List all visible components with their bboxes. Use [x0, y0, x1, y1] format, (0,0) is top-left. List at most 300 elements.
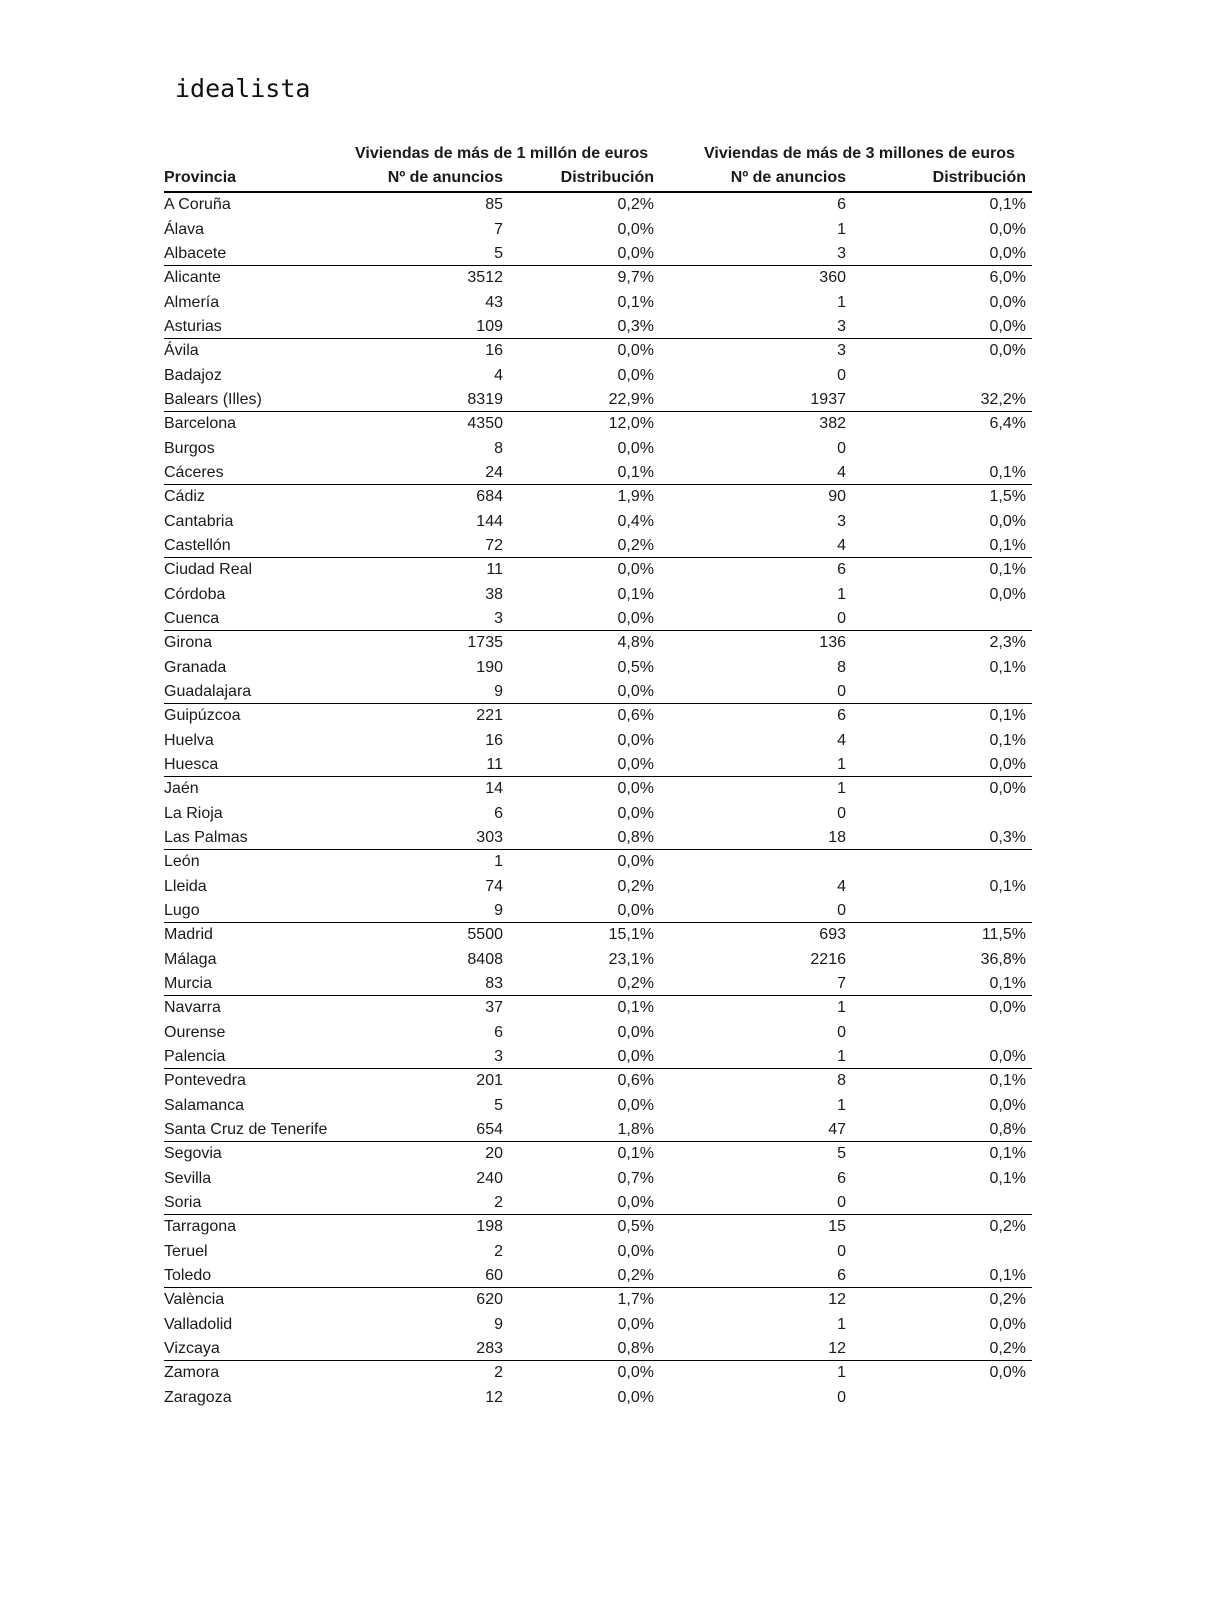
table-row — [164, 218, 1032, 243]
distribucion-3m: 0,1% — [989, 731, 1026, 749]
province-name: Salamanca — [164, 1096, 245, 1114]
anuncios-3m: 1 — [837, 1096, 846, 1114]
table-row — [164, 631, 1032, 656]
distribucion-1m: 0,0% — [617, 1315, 654, 1333]
distribucion-3m: 0,1% — [989, 1145, 1026, 1162]
anuncios-1m: 190 — [476, 658, 503, 676]
anuncios-1m: 283 — [476, 1340, 503, 1357]
anuncios-1m: 2 — [494, 1242, 503, 1260]
anuncios-1m: 3512 — [467, 269, 503, 286]
table-row — [164, 339, 1032, 364]
distribucion-1m: 22,9% — [608, 391, 654, 408]
distribucion-3m: 0,0% — [989, 245, 1026, 262]
distribucion-3m: 0,1% — [989, 196, 1026, 213]
distribucion-1m: 0,2% — [617, 1267, 654, 1284]
distribucion-1m: 1,8% — [617, 1121, 654, 1138]
table-row — [164, 1142, 1032, 1167]
table-row — [164, 242, 1032, 266]
distribucion-1m: 1,9% — [617, 488, 654, 505]
anuncios-3m: 693 — [819, 926, 846, 943]
distribucion-3m: 6,4% — [989, 415, 1026, 432]
anuncios-1m: 8 — [494, 439, 503, 457]
table-body — [164, 193, 1032, 1410]
anuncios-3m: 0 — [837, 902, 846, 919]
province-name: Segovia — [164, 1145, 222, 1162]
distribucion-1m: 0,1% — [617, 585, 654, 603]
distribucion-1m: 12,0% — [608, 415, 654, 432]
anuncios-1m: 60 — [485, 1267, 503, 1284]
distribucion-1m: 0,0% — [617, 1048, 654, 1065]
distribucion-1m: 0,5% — [617, 658, 654, 676]
table-row — [164, 437, 1032, 462]
table-row — [164, 388, 1032, 412]
anuncios-1m: 6 — [494, 1023, 503, 1041]
anuncios-3m: 3 — [837, 318, 846, 335]
distribucion-1m: 9,7% — [617, 269, 654, 286]
anuncios-1m: 198 — [476, 1218, 503, 1235]
distribucion-3m: 0,1% — [989, 975, 1026, 992]
group-header-3m: Viviendas de más de 3 millones de euros — [704, 145, 1015, 162]
header-distribucion-3m: Distribución — [932, 169, 1026, 186]
province-name: Zamora — [164, 1364, 220, 1381]
distribucion-1m: 0,6% — [617, 1072, 654, 1089]
anuncios-1m: 11 — [486, 756, 503, 773]
province-name: Navarra — [164, 999, 221, 1016]
province-name: Tarragona — [164, 1218, 237, 1235]
distribucion-1m: 0,0% — [617, 610, 654, 627]
distribucion-3m: 1,5% — [989, 488, 1026, 505]
distribucion-3m: 0,8% — [989, 1121, 1026, 1138]
distribucion-3m: 0,0% — [989, 585, 1026, 603]
distribucion-3m: 0,0% — [989, 999, 1026, 1016]
province-name: Barcelona — [164, 415, 237, 432]
anuncios-1m: 9 — [494, 902, 503, 919]
anuncios-3m: 5 — [837, 1145, 846, 1162]
anuncios-3m: 0 — [837, 439, 846, 457]
distribucion-1m: 0,3% — [617, 318, 654, 335]
table-row — [164, 704, 1032, 729]
anuncios-1m: 654 — [476, 1121, 503, 1138]
distribucion-1m: 0,0% — [617, 1364, 654, 1381]
table-row — [164, 1118, 1032, 1142]
anuncios-3m: 47 — [828, 1121, 846, 1138]
anuncios-1m: 85 — [485, 196, 503, 213]
anuncios-3m: 0 — [837, 683, 846, 700]
province-name: Santa Cruz de Tenerife — [164, 1121, 328, 1138]
distribucion-1m: 0,0% — [617, 756, 654, 773]
anuncios-1m: 83 — [485, 975, 503, 992]
table-row — [164, 1361, 1032, 1386]
table-row — [164, 1069, 1032, 1094]
group-header-row — [164, 141, 1032, 167]
province-name: Alicante — [164, 269, 221, 286]
table-row — [164, 583, 1032, 608]
anuncios-1m: 6 — [494, 804, 503, 822]
table-row — [164, 996, 1032, 1021]
distribucion-3m: 0,1% — [989, 537, 1026, 554]
anuncios-3m: 1 — [837, 999, 846, 1016]
anuncios-3m: 8 — [837, 658, 846, 676]
anuncios-1m: 2 — [494, 1364, 503, 1381]
distribucion-1m: 0,0% — [617, 342, 654, 359]
anuncios-3m: 12 — [828, 1340, 846, 1357]
anuncios-1m: 8408 — [467, 950, 503, 968]
distribucion-1m: 0,1% — [617, 999, 654, 1016]
anuncios-1m: 12 — [485, 1388, 503, 1406]
table-row — [164, 291, 1032, 316]
anuncios-1m: 684 — [476, 488, 503, 505]
table-row — [164, 1094, 1032, 1119]
distribucion-3m: 2,3% — [989, 634, 1026, 651]
distribucion-3m: 0,0% — [989, 220, 1026, 238]
table-row — [164, 948, 1032, 973]
province-name: A Coruña — [164, 196, 231, 213]
distribucion-1m: 0,1% — [617, 293, 654, 311]
province-name: Almería — [164, 293, 220, 311]
province-name: Las Palmas — [164, 829, 248, 846]
distribucion-3m: 0,0% — [989, 512, 1026, 530]
anuncios-3m: 4 — [837, 731, 846, 749]
table-row — [164, 1240, 1032, 1265]
anuncios-1m: 3 — [494, 1048, 503, 1065]
table-row — [164, 266, 1032, 291]
anuncios-3m: 0 — [837, 1242, 846, 1260]
distribucion-1m: 0,8% — [617, 1340, 654, 1357]
province-name: Girona — [164, 634, 213, 651]
distribucion-1m: 0,0% — [617, 804, 654, 822]
distribucion-3m: 0,0% — [989, 318, 1026, 335]
anuncios-3m: 6 — [837, 707, 846, 724]
province-name: Cantabria — [164, 512, 234, 530]
province-name: Álava — [164, 220, 205, 238]
distribucion-1m: 0,0% — [617, 439, 654, 457]
distribucion-1m: 0,1% — [617, 1145, 654, 1162]
anuncios-3m: 4 — [837, 877, 846, 895]
distribucion-1m: 0,6% — [617, 707, 654, 724]
distribucion-3m: 0,0% — [989, 1048, 1026, 1065]
anuncios-1m: 240 — [476, 1169, 503, 1187]
anuncios-1m: 74 — [485, 877, 503, 895]
table-row — [164, 802, 1032, 827]
distribucion-1m: 0,2% — [617, 196, 654, 213]
anuncios-3m: 0 — [837, 1194, 846, 1211]
table-row — [164, 193, 1032, 218]
distribucion-1m: 0,7% — [617, 1169, 654, 1187]
province-name: Cuenca — [164, 610, 220, 627]
anuncios-1m: 5500 — [467, 926, 503, 943]
table-row — [164, 729, 1032, 754]
province-name: Huelva — [164, 731, 214, 749]
distribucion-1m: 0,2% — [617, 975, 654, 992]
table-row — [164, 1264, 1032, 1288]
distribucion-3m: 0,1% — [989, 464, 1026, 481]
table-row — [164, 826, 1032, 850]
anuncios-1m: 221 — [476, 707, 503, 724]
province-name: Málaga — [164, 950, 217, 968]
anuncios-1m: 72 — [485, 537, 503, 554]
distribucion-1m: 0,0% — [617, 1194, 654, 1211]
table-row — [164, 923, 1032, 948]
anuncios-1m: 11 — [486, 561, 503, 578]
table-row — [164, 510, 1032, 535]
anuncios-1m: 620 — [476, 1291, 503, 1308]
table-row — [164, 753, 1032, 777]
province-name: Ciudad Real — [164, 561, 253, 578]
table-row — [164, 680, 1032, 704]
province-name: Lleida — [164, 877, 207, 895]
anuncios-1m: 144 — [476, 512, 503, 530]
distribucion-1m: 1,7% — [617, 1291, 654, 1308]
table-row — [164, 1288, 1032, 1313]
table-row — [164, 875, 1032, 900]
anuncios-3m: 3 — [837, 512, 846, 530]
anuncios-3m: 4 — [837, 464, 846, 481]
table-row — [164, 315, 1032, 339]
anuncios-1m: 7 — [494, 220, 503, 238]
table-row — [164, 461, 1032, 485]
distribucion-1m: 23,1% — [608, 950, 654, 968]
anuncios-3m: 0 — [837, 1023, 846, 1041]
distribucion-3m: 11,5% — [981, 926, 1026, 943]
distribucion-1m: 0,0% — [617, 1388, 654, 1406]
province-name: Cádiz — [164, 488, 205, 505]
distribucion-3m: 0,0% — [989, 780, 1026, 797]
distribucion-1m: 0,0% — [617, 1096, 654, 1114]
distribucion-3m: 0,0% — [989, 1315, 1026, 1333]
distribucion-1m: 0,1% — [617, 464, 654, 481]
anuncios-3m: 90 — [828, 488, 846, 505]
anuncios-3m: 1 — [837, 220, 846, 238]
anuncios-1m: 14 — [485, 780, 503, 797]
anuncios-3m: 1 — [837, 780, 846, 797]
anuncios-1m: 5 — [494, 1096, 503, 1114]
table-row — [164, 899, 1032, 923]
province-name: Sevilla — [164, 1169, 212, 1187]
province-name: La Rioja — [164, 804, 223, 822]
table-row — [164, 850, 1032, 875]
anuncios-3m: 18 — [828, 829, 846, 846]
province-name: Lugo — [164, 902, 200, 919]
table-row — [164, 607, 1032, 631]
anuncios-3m: 0 — [837, 610, 846, 627]
anuncios-3m: 1 — [837, 585, 846, 603]
distribucion-3m: 0,0% — [989, 756, 1026, 773]
anuncios-1m: 109 — [476, 318, 503, 335]
anuncios-3m: 1 — [837, 1364, 846, 1381]
distribucion-1m: 15,1% — [608, 926, 654, 943]
province-name: Castellón — [164, 537, 231, 554]
distribucion-1m: 0,8% — [617, 829, 654, 846]
province-name: Madrid — [164, 926, 213, 943]
anuncios-3m: 0 — [837, 366, 846, 384]
province-name: Toledo — [164, 1267, 212, 1284]
province-table — [164, 141, 1032, 1410]
table-row — [164, 1215, 1032, 1240]
anuncios-3m: 2216 — [810, 950, 846, 968]
anuncios-3m: 7 — [837, 975, 846, 992]
anuncios-1m: 16 — [485, 342, 503, 359]
anuncios-3m: 0 — [837, 804, 846, 822]
anuncios-3m: 1 — [837, 1315, 846, 1333]
anuncios-1m: 4 — [494, 366, 503, 384]
anuncios-3m: 12 — [828, 1291, 846, 1308]
anuncios-1m: 37 — [485, 999, 503, 1016]
distribucion-3m: 0,1% — [989, 1169, 1026, 1187]
table-row — [164, 972, 1032, 996]
anuncios-1m: 20 — [485, 1145, 503, 1162]
anuncios-3m: 3 — [837, 342, 846, 359]
anuncios-1m: 43 — [485, 293, 503, 311]
province-name: Cáceres — [164, 464, 224, 481]
anuncios-1m: 4350 — [467, 415, 503, 432]
distribucion-1m: 0,0% — [617, 561, 654, 578]
province-name: Albacete — [164, 245, 227, 262]
header-provincia: Provincia — [164, 169, 237, 186]
table-row — [164, 1337, 1032, 1361]
distribucion-3m: 0,1% — [989, 1072, 1026, 1089]
province-name: Balears (Illes) — [164, 391, 262, 408]
province-name: Soria — [164, 1194, 202, 1211]
table-row — [164, 1386, 1032, 1411]
anuncios-1m: 5 — [494, 245, 503, 262]
province-name: Vizcaya — [164, 1340, 220, 1357]
province-name: València — [164, 1291, 225, 1308]
table-row — [164, 1191, 1032, 1215]
table-row — [164, 364, 1032, 389]
idealista-logo: idealista — [175, 74, 311, 103]
distribucion-3m: 0,3% — [989, 829, 1026, 846]
table-row — [164, 534, 1032, 558]
distribucion-1m: 0,0% — [617, 683, 654, 700]
anuncios-3m: 136 — [819, 634, 846, 651]
distribucion-1m: 0,0% — [617, 1242, 654, 1260]
anuncios-1m: 24 — [485, 464, 503, 481]
province-name: Jaén — [164, 780, 199, 797]
distribucion-3m: 0,2% — [989, 1340, 1026, 1357]
table-row — [164, 412, 1032, 437]
distribucion-3m: 32,2% — [980, 391, 1026, 408]
anuncios-1m: 8319 — [467, 391, 503, 408]
province-name: Valladolid — [164, 1315, 233, 1333]
province-name: León — [164, 853, 200, 870]
distribucion-3m: 36,8% — [980, 950, 1026, 968]
province-name: Asturias — [164, 318, 222, 335]
distribucion-1m: 0,0% — [617, 245, 654, 262]
distribucion-1m: 0,2% — [617, 877, 654, 895]
anuncios-1m: 9 — [494, 1315, 503, 1333]
anuncios-3m: 15 — [828, 1218, 846, 1235]
province-name: Zaragoza — [164, 1388, 232, 1406]
distribucion-1m: 0,0% — [617, 1023, 654, 1041]
distribucion-1m: 0,0% — [617, 853, 654, 870]
anuncios-3m: 4 — [837, 537, 846, 554]
distribucion-1m: 0,0% — [617, 780, 654, 797]
distribucion-3m: 0,1% — [989, 707, 1026, 724]
anuncios-3m: 1937 — [810, 391, 846, 408]
province-name: Ávila — [164, 342, 199, 359]
anuncios-3m: 1 — [837, 293, 846, 311]
anuncios-3m: 8 — [837, 1072, 846, 1089]
table-row — [164, 656, 1032, 681]
distribucion-1m: 4,8% — [617, 634, 654, 651]
province-name: Granada — [164, 658, 227, 676]
province-name: Ourense — [164, 1023, 226, 1041]
province-name: Guadalajara — [164, 683, 252, 700]
table-row — [164, 1045, 1032, 1069]
anuncios-1m: 1735 — [467, 634, 503, 651]
group-header-1m: Viviendas de más de 1 millón de euros — [355, 145, 649, 162]
anuncios-1m: 303 — [476, 829, 503, 846]
distribucion-3m: 6,0% — [989, 269, 1026, 286]
anuncios-3m: 3 — [837, 245, 846, 262]
distribucion-1m: 0,0% — [617, 902, 654, 919]
table-row — [164, 1313, 1032, 1338]
anuncios-1m: 1 — [494, 853, 503, 870]
anuncios-1m: 201 — [476, 1072, 503, 1089]
header-distribucion-1m: Distribución — [560, 169, 654, 186]
distribucion-1m: 0,4% — [617, 512, 654, 530]
anuncios-3m: 1 — [837, 756, 846, 773]
distribucion-3m: 0,0% — [989, 1364, 1026, 1381]
anuncios-1m: 2 — [494, 1194, 503, 1211]
distribucion-1m: 0,5% — [617, 1218, 654, 1235]
table-row — [164, 1167, 1032, 1192]
distribucion-3m: 0,0% — [989, 342, 1026, 359]
anuncios-3m: 6 — [837, 1169, 846, 1187]
distribucion-1m: 0,0% — [617, 220, 654, 238]
anuncios-3m: 6 — [837, 1267, 846, 1284]
province-name: Huesca — [164, 756, 219, 773]
province-name: Burgos — [164, 439, 215, 457]
distribucion-3m: 0,0% — [989, 293, 1026, 311]
header-anuncios-1m: Nº de anuncios — [387, 169, 503, 186]
table-row — [164, 777, 1032, 802]
anuncios-1m: 16 — [485, 731, 503, 749]
distribucion-1m: 0,0% — [617, 731, 654, 749]
distribucion-3m: 0,1% — [989, 561, 1026, 578]
anuncios-1m: 38 — [485, 585, 503, 603]
province-name: Pontevedra — [164, 1072, 246, 1089]
distribucion-3m: 0,1% — [989, 1267, 1026, 1284]
distribucion-3m: 0,1% — [989, 877, 1026, 895]
distribucion-3m: 0,1% — [989, 658, 1026, 676]
anuncios-3m: 0 — [837, 1388, 846, 1406]
table-row — [164, 1021, 1032, 1046]
province-name: Palencia — [164, 1048, 226, 1065]
distribucion-3m: 0,2% — [989, 1218, 1026, 1235]
anuncios-1m: 9 — [494, 683, 503, 700]
anuncios-3m: 1 — [837, 1048, 846, 1065]
distribucion-3m: 0,0% — [989, 1096, 1026, 1114]
province-name: Murcia — [164, 975, 213, 992]
province-name: Teruel — [164, 1242, 208, 1260]
anuncios-3m: 382 — [819, 415, 846, 432]
distribucion-1m: 0,2% — [617, 537, 654, 554]
anuncios-3m: 6 — [837, 196, 846, 213]
province-name: Badajoz — [164, 366, 222, 384]
anuncios-1m: 3 — [494, 610, 503, 627]
distribucion-1m: 0,0% — [617, 366, 654, 384]
table-row — [164, 485, 1032, 510]
distribucion-3m: 0,2% — [989, 1291, 1026, 1308]
province-name: Guipúzcoa — [164, 707, 241, 724]
anuncios-3m: 6 — [837, 561, 846, 578]
table-row — [164, 558, 1032, 583]
province-name: Córdoba — [164, 585, 226, 603]
anuncios-3m: 360 — [819, 269, 846, 286]
header-anuncios-3m: Nº de anuncios — [730, 169, 846, 186]
column-header-row — [164, 167, 1032, 193]
